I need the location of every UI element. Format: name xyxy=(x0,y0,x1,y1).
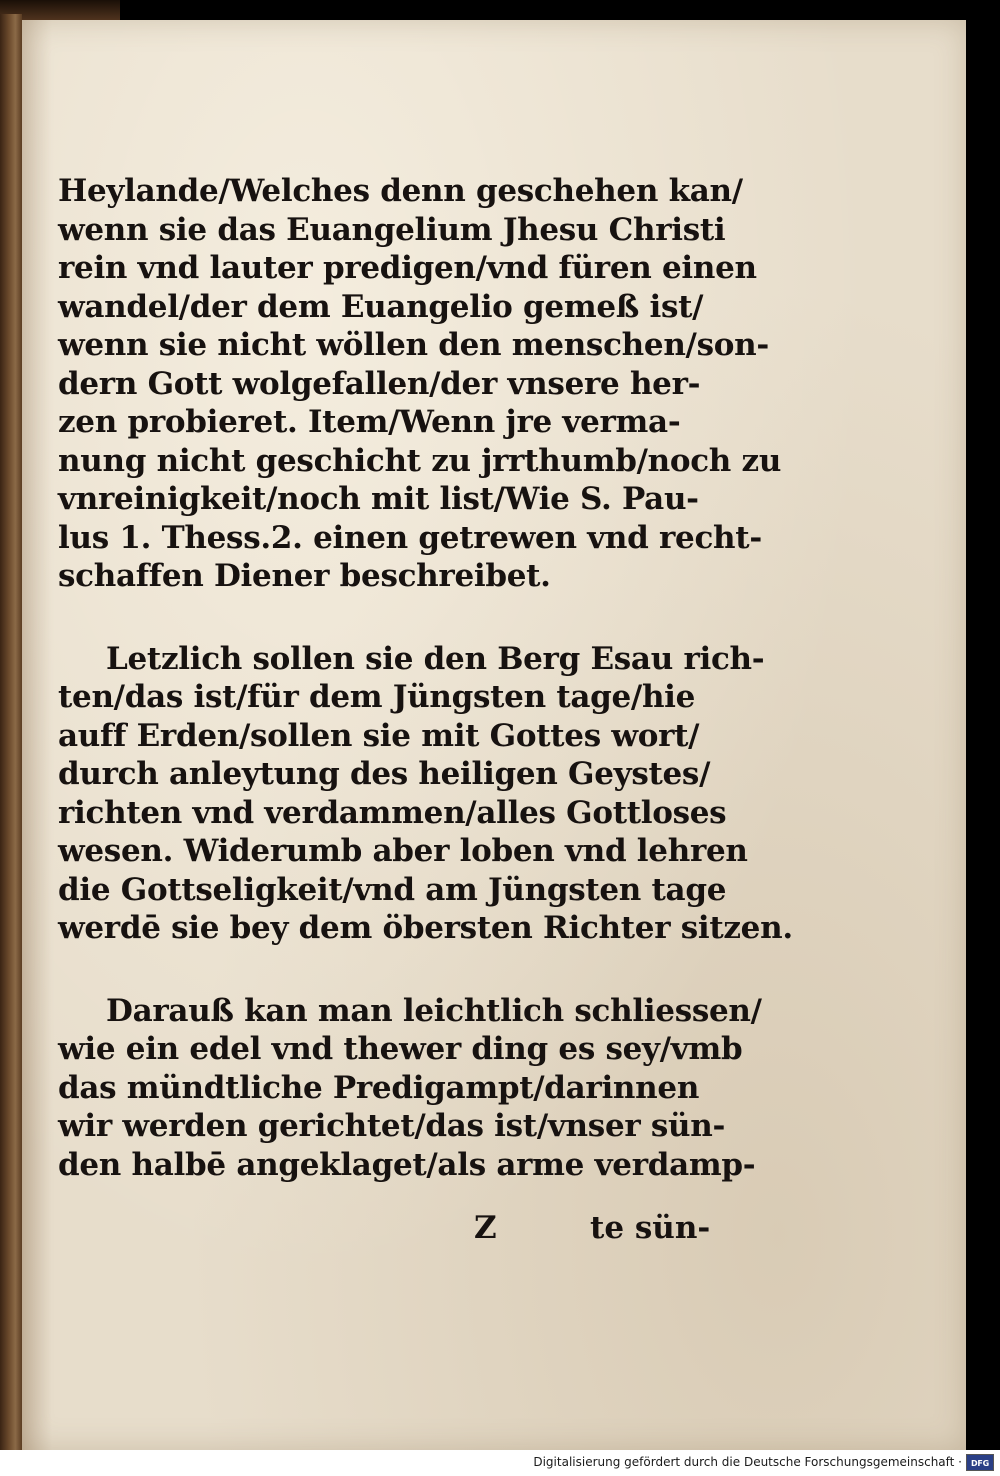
text-line: nung nicht geschicht zu jrrthumb/noch zu xyxy=(58,442,782,479)
text-line: auff Erden/sollen sie mit Gottes wort/ xyxy=(58,717,700,754)
dfg-logo-icon: DFG xyxy=(966,1454,994,1471)
text-line: durch anleytung des heiligen Geystes/ xyxy=(58,756,711,792)
book-page xyxy=(22,20,966,1450)
text-line: das mündtliche Predigampt/darinnen xyxy=(58,1069,700,1106)
text-line: zen probieret. Item/Wenn jre verma- xyxy=(58,404,681,440)
text-line: werdē sie bey dem öbersten Richter sitzen. xyxy=(58,910,793,946)
footer-credit: Digitalisierung gefördert durch die Deutsche Forschungsgemeinschaft · xyxy=(533,1455,962,1469)
paragraph xyxy=(58,172,782,596)
text-line: wie ein edel vnd thewer ding es sey/vmb xyxy=(58,1031,743,1067)
text-line: wenn sie das Euangelium Jhesu Christi xyxy=(58,211,726,248)
signature-mark: Z xyxy=(474,1210,497,1246)
text-line: wenn sie nicht wöllen den menschen/son- xyxy=(58,327,769,363)
text-line: wandel/der dem Euangelio gemeß ist/ xyxy=(58,288,704,325)
paragraph xyxy=(58,640,793,948)
text-line: Letzlich sollen sie den Berg Esau rich- xyxy=(106,640,765,677)
text-line: rein vnd lauter predigen/vnd füren einen xyxy=(58,250,757,286)
text-line: lus 1. Thess.2. einen getrewen vnd recht- xyxy=(58,519,762,556)
catchword: te sün- xyxy=(590,1210,711,1246)
text-line: wir werden gerichtet/das ist/vnser sün- xyxy=(58,1108,726,1144)
text-line: dern Gott wolgefallen/der vnsere her- xyxy=(58,365,701,402)
text-line: wesen. Widerumb aber loben vnd lehren xyxy=(58,833,748,869)
text-line: schaffen Diener beschreibet. xyxy=(58,558,551,594)
text-line: vnreinigkeit/noch mit list/Wie S. Pau- xyxy=(58,481,699,517)
book-binding-edge xyxy=(0,14,22,1454)
footer-bar xyxy=(0,1450,1000,1476)
text-line: die Gottseligkeit/vnd am Jüngsten tage xyxy=(58,871,727,908)
page-text-block xyxy=(58,172,793,1184)
text-line: ten/das ist/für dem Jüngsten tage/hie xyxy=(58,679,696,715)
paragraph xyxy=(58,992,762,1185)
text-line: den halbē angeklaget/als arme verdamp- xyxy=(58,1146,756,1183)
text-line: Heylande/Welches denn geschehen kan/ xyxy=(58,173,743,209)
text-line: Darauß kan man leichtlich schliessen/ xyxy=(106,992,762,1029)
text-line: richten vnd verdammen/alles Gottloses xyxy=(58,794,727,831)
